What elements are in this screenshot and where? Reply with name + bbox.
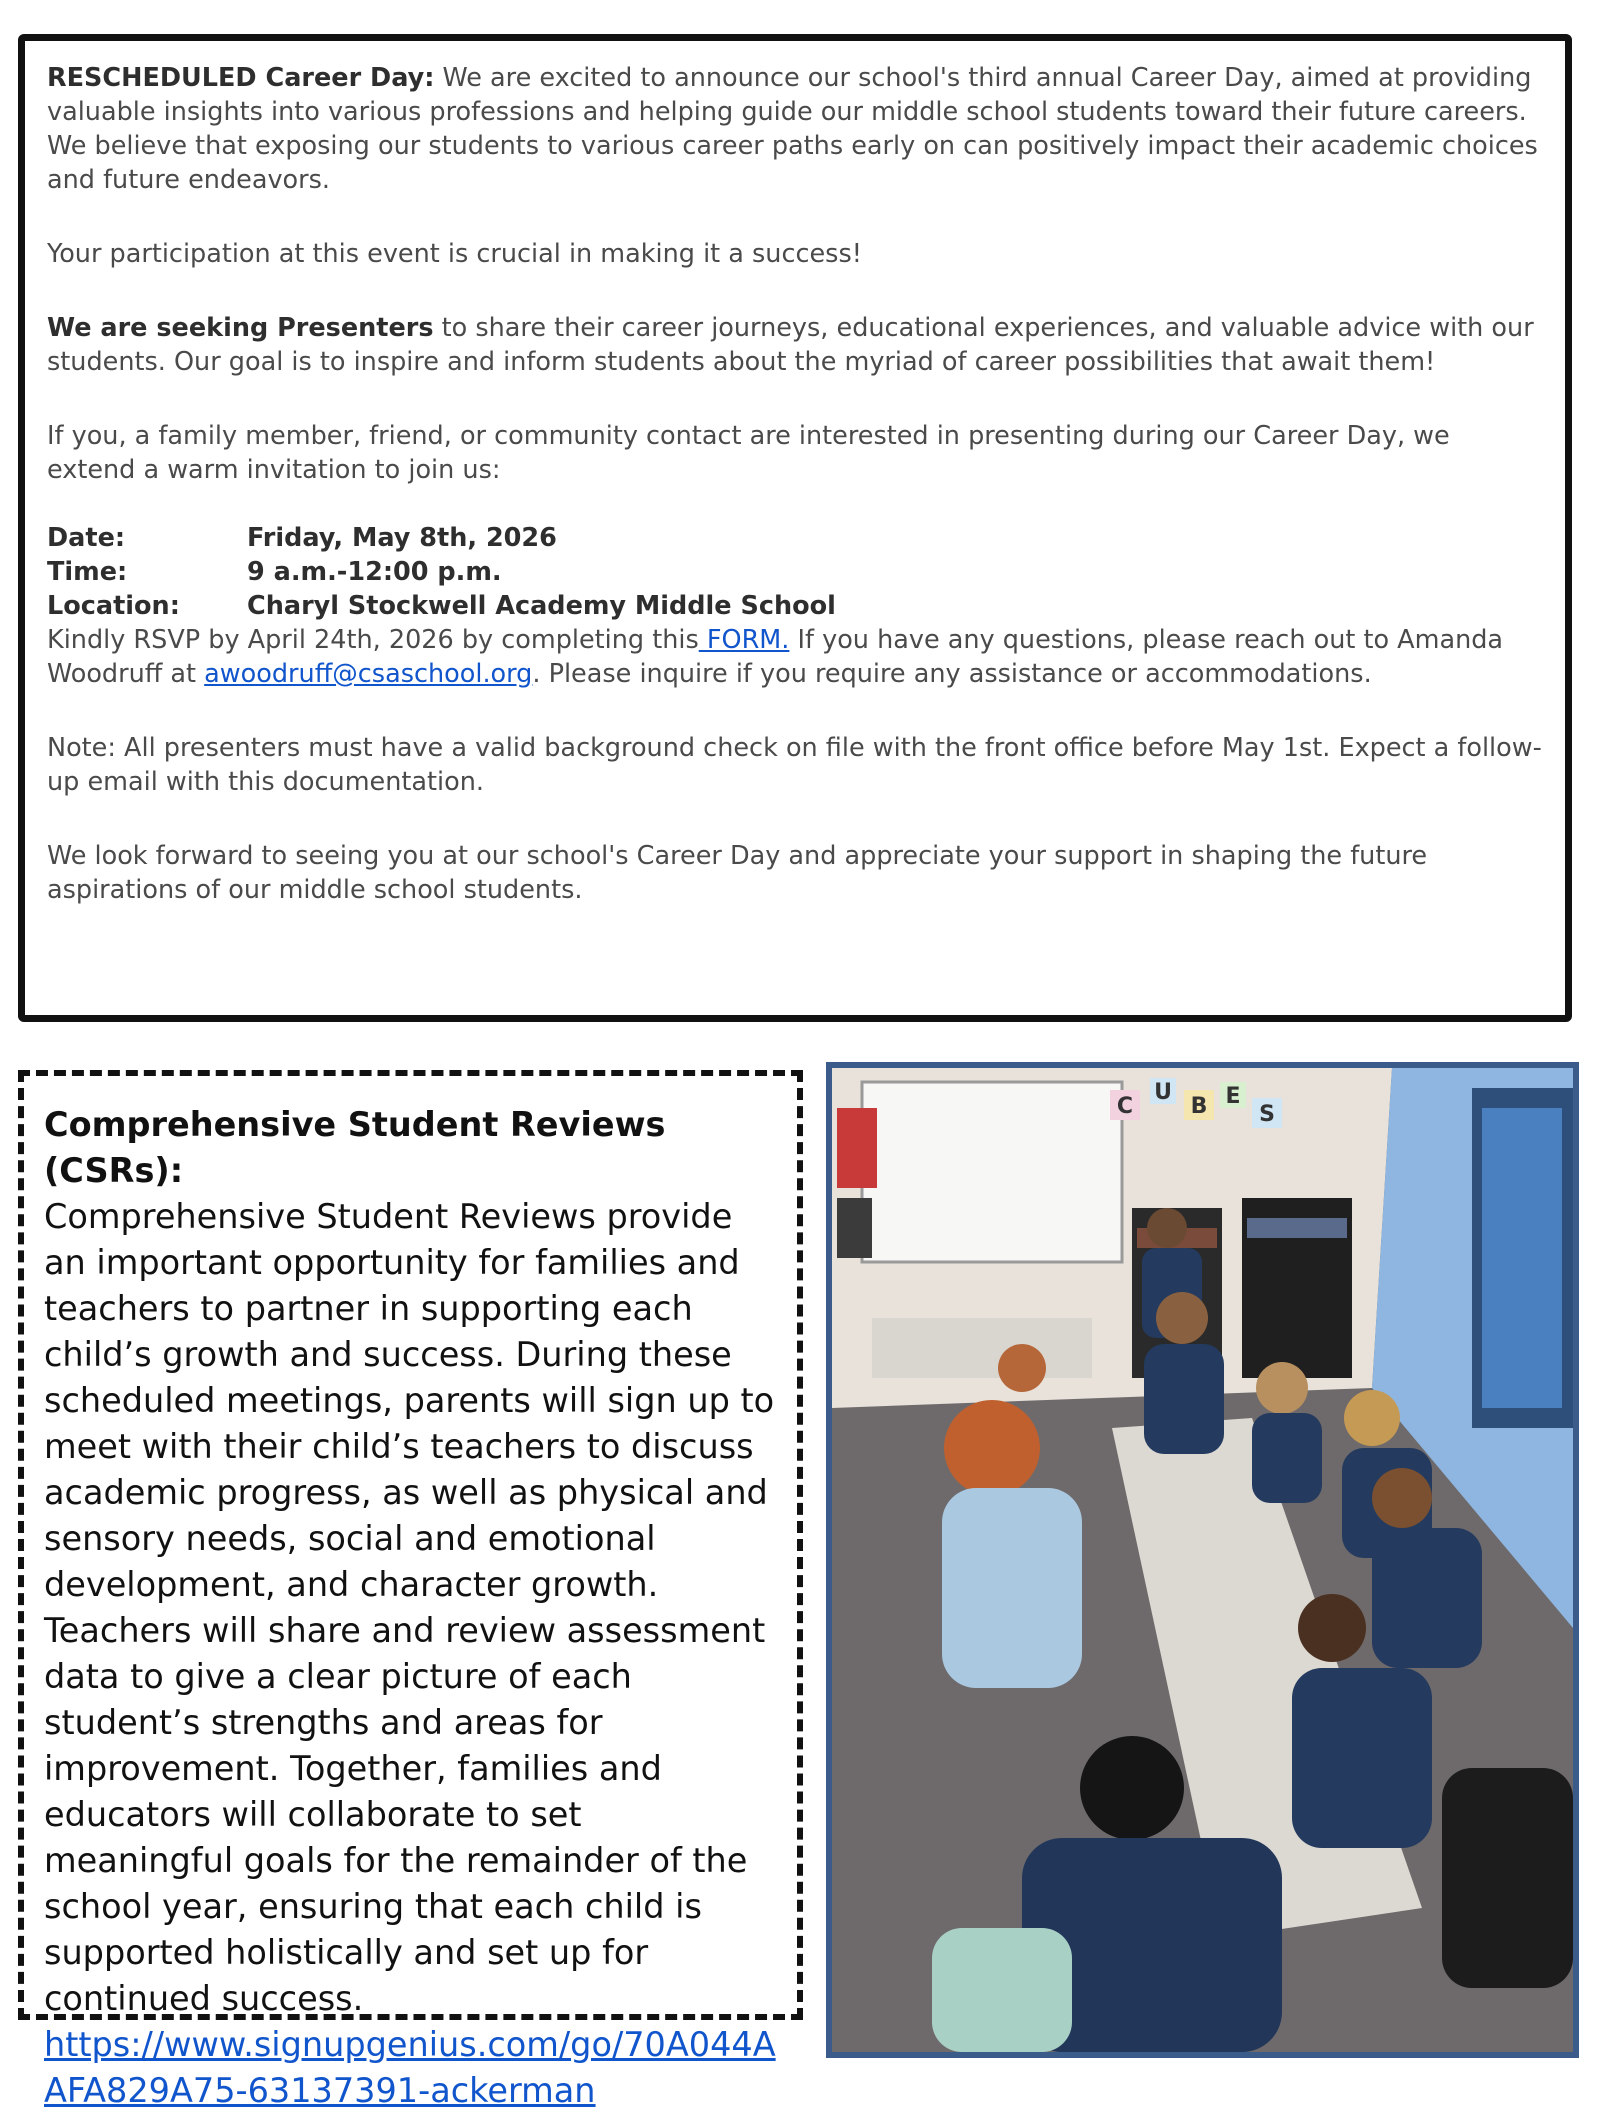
csr-body-text: Comprehensive Student Reviews provide an important opportunity for families and teachers to partner in supporting each child’s growth and success. During these scheduled meetings, parents will sign up to meet with their child’s teachers to discuss academic progress, as well as physical and sensory needs, social and emotional development, and character growth. Teachers will share and review assessment data to give a clear picture of each student’s strengths and areas for improvement. Together, families and educators will collaborate to set meaningful goals for the remainder of the school year, ensuring that each child is supported holistically and set up for continued success. (44, 1197, 775, 2018)
event-date-label: Date: (47, 523, 126, 553)
event-location-label: Location: (47, 591, 180, 621)
wall-letter-s: S (1259, 1102, 1275, 1127)
career-seeking-text: to share their career journeys, educational experiences, and valuable advice with our students. Our goal is to inspire and inform students about the myriad of career possibilities that await them! (47, 313, 1534, 377)
wall-letter-b: B (1190, 1094, 1208, 1119)
career-closing-text: We look forward to seeing you at our school's Career Day and appreciate your support in shaping the future aspirations of our middle school students. (47, 841, 1428, 905)
classroom-photo (826, 1062, 1579, 2058)
csr-title: Comprehensive Student Reviews (CSRs): (44, 1105, 666, 1190)
event-location-value: Charyl Stockwell Academy Middle School (247, 591, 836, 621)
career-seeking-heading: We are seeking Presenters (47, 313, 434, 343)
event-time-row (47, 555, 1543, 589)
classroom-photo-illustration (832, 1068, 1573, 2052)
wall-letter-e: E (1225, 1084, 1241, 1109)
career-participation-text: Your participation at this event is crucial in making it a success! (47, 239, 862, 269)
event-date-value: Friday, May 8th, 2026 (247, 523, 557, 553)
event-details (47, 521, 1543, 623)
event-time-label: Time: (47, 557, 128, 587)
csr-section (18, 1070, 803, 2110)
csr-signup-link[interactable]: https://www.signupgenius.com/go/70A044AAFA829A75-63137391-ackerman (44, 2025, 776, 2110)
wall-letter-c: C (1116, 1094, 1134, 1119)
event-time-value: 9 a.m.-12:00 p.m. (247, 557, 502, 587)
event-location-row (47, 589, 1543, 623)
wall-letter-u: U (1154, 1080, 1172, 1105)
rsvp-text-middle: If you have any questions, please reach out to Amanda Woodruff at (47, 625, 1504, 689)
career-seeking-paragraph (47, 311, 1543, 379)
rsvp-paragraph (47, 623, 1543, 691)
career-invitation-text: If you, a family member, friend, or community contact are interested in presenting during our Career Day, we extend a warm invitation to join us: (47, 421, 1450, 485)
rsvp-form-link[interactable]: FORM. (698, 625, 790, 655)
rsvp-text-after: . Please inquire if you require any assistance or accommodations. (532, 659, 1372, 689)
event-date-row (47, 521, 1543, 555)
background-check-note: Note: All presenters must have a valid background check on file with the front office before May 1st. Expect a follow-up email with this documentation. (47, 733, 1542, 797)
rsvp-text-before: Kindly RSVP by April 24th, 2026 by completing this (47, 625, 699, 655)
contact-email-link[interactable]: awoodruff@csaschool.org (204, 659, 533, 689)
career-intro-text: We are excited to announce our school's third annual Career Day, aimed at providing valuable insights into various professions and helping guide our middle school students toward their future careers. We believe that exposing our students to various career paths early on can positively impact their academic choices and future endeavors. (47, 63, 1538, 195)
career-day-announcement (18, 34, 1572, 1022)
career-intro-paragraph (47, 61, 1543, 197)
career-intro-heading: RESCHEDULED Career Day: (47, 63, 435, 93)
